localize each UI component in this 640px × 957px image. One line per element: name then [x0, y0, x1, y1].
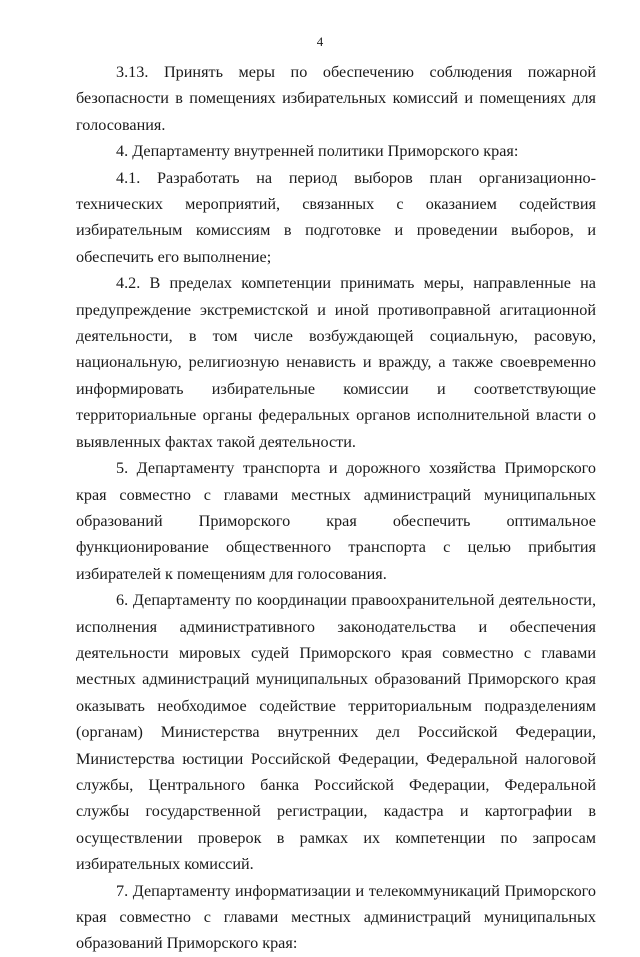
paragraph-5: 5. Департаменту транспорта и дорожного хозяйства Приморского края совместно с главами местных администраций муниципальных образований Приморского края обеспечить оптимальное функционирование общественного транспорта с целью прибытия избирателей к помещениям для голосования.	[76, 459, 596, 583]
page-number: 4	[316, 34, 324, 49]
paragraph-4-1: 4.1. Разработать на период выборов план организационно-технических мероприятий, связанных с оказанием содействия избирательным комиссиям в подготовке и проведении выборов, и обеспечить его выполнение;	[76, 168, 596, 266]
paragraph-3-13: 3.13. Принять меры по обеспечению соблюдения пожарной безопасности в помещениях избирательных комиссий и помещениях для голосования.	[76, 63, 596, 134]
paragraph-4: 4. Департаменту внутренней политики Приморского края:	[116, 142, 519, 161]
document-body	[76, 59, 596, 957]
paragraph-6: 6. Департаменту по координации правоохранительной деятельности, исполнения административного законодательства и обеспечения деятельности мировых судей Приморского края совместно с главами местных администраций муниципальных образований Приморского края оказывать необходимое содействие территориальным подразделениям (органам) Министерства внутренних дел Российской Федерации, Министерства юстиции Российской Федерации, Федеральной налоговой службы, Центрального банка Российской Федерации, Федеральной службы государственной регистрации, кадастра и картографии в осуществлении проверок в рамках их компетенции по запросам избирательных комиссий.	[76, 591, 596, 874]
paragraph-7: 7. Департаменту информатизации и телекоммуникаций Приморского края совместно с главами местных администраций муниципальных образований Приморского края:	[76, 881, 596, 953]
paragraph-4-2: 4.2. В пределах компетенции принимать меры, направленные на предупреждение экстремистской и иной противоправной агитационной деятельности, в том числе возбуждающей социальную, расовую, национальную, религиозную ненависть и вражду, а также своевременно информировать избирательные комиссии и соответствующие территориальные органы федеральных органов исполнительной власти о выявленных фактах такой деятельности.	[76, 274, 596, 451]
